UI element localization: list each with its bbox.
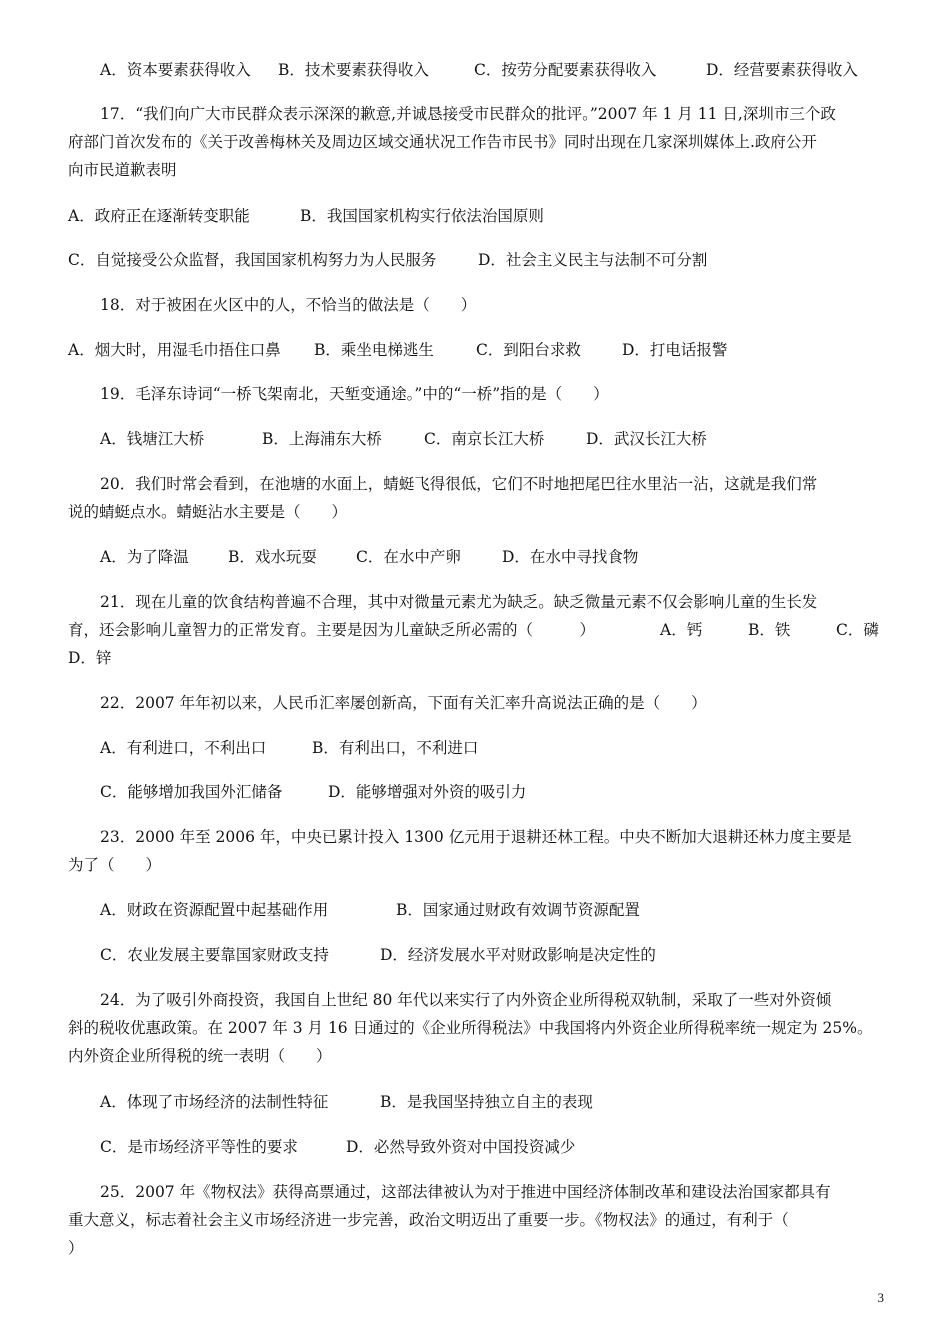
q22-options-row2 [100,782,920,802]
q18-option-c: C．到阳台求救 [476,341,581,359]
q18-stem: 18．对于被困在火区中的人，不恰当的做法是（ ） [100,296,477,314]
q23-option-b: B．国家通过财政有效调节资源配置 [396,901,640,919]
q21-option-c: C．磷 [836,621,879,639]
q18-option-a: A．烟大时，用湿毛巾捂住口鼻 [68,341,281,359]
q24-stem-line3: 内外资企业所得税的统一表明（ ） [68,1047,332,1065]
q19-option-d: D．武汉长江大桥 [586,430,707,448]
q21-option-a: A．钙 [660,621,703,639]
q24-stem-line2: 斜的税收优惠政策。在 2007 年 3 月 16 日通过的《企业所得税法》中我国将内外资企业所得税率统一规定为 25%。 [68,1019,873,1037]
q21-stem-line2-with-options [68,620,888,640]
q23-option-a: A．财政在资源配置中起基础作用 [100,901,329,919]
q22-option-c: C．能够增加我国外汇储备 [100,783,283,801]
q22-option-d: D．能够增强对外资的吸引力 [328,783,527,801]
q20-option-b: B．戏水玩耍 [228,548,317,566]
q20-option-a: A．为了降温 [100,548,189,566]
q16-option-d: D．经营要素获得收入 [706,61,858,79]
page-number: 3 [877,1290,884,1305]
q19-option-c: C．南京长江大桥 [424,430,545,448]
q21-option-b: B．铁 [748,621,791,639]
q24-option-b: B．是我国坚持独立自主的表现 [380,1093,593,1111]
q17-options-row2 [68,250,888,270]
q23-stem-line1: 23．2000 年至 2006 年，中央已累计投入 1300 亿元用于退耕还林工程。中央不断加大退耕还林力度主要是 [100,828,852,846]
q23-stem-line2: 为了（ ） [68,856,162,874]
q18-options [68,340,888,360]
q16-option-a: A．资本要素获得收入 [100,61,251,79]
q16-options [100,60,920,80]
q17-option-a: A．政府正在逐渐转变职能 [68,207,250,225]
q22-options-row1 [100,738,920,758]
q24-options-row2 [100,1137,920,1157]
q19-option-b: B．上海浦东大桥 [262,430,382,448]
q23-options-row1 [100,900,920,920]
q22-stem: 22．2007 年年初以来，人民币汇率屡创新高，下面有关汇率升高说法正确的是（ ） [100,694,707,712]
q18-option-b: B．乘坐电梯逃生 [314,341,434,359]
q23-options-row2 [100,945,920,965]
q25-stem-line2: 重大意义，标志着社会主义市场经济进一步完善，政治文明迈出了重要一步。《物权法》的通过，有利于（ [68,1211,789,1229]
q24-option-a: A．体现了市场经济的法制性特征 [100,1093,329,1111]
q25-stem-line1: 25．2007 年《物权法》获得高票通过，这部法律被认为对于推进中国经济体制改革和建设法治国家都具有 [100,1183,831,1201]
q21-option-d: D．锌 [68,649,112,667]
q24-options-row1 [100,1092,920,1112]
q17-option-b: B．我国国家机构实行依法治国原则 [300,207,544,225]
q20-option-c: C．在水中产卵 [356,548,461,566]
q17-stem-line1: 17．“我们向广大市民群众表示深深的歉意,并诚恳接受市民群众的批评。”2007 年 1 月 11 日,深圳市三个政 [100,105,836,123]
q20-stem-line1: 20．我们时常会看到，在池塘的水面上，蜻蜓飞得很低，它们不时地把尾巴往水里沾一沾，这就是我们常 [100,475,818,493]
q17-options-row1 [68,206,888,226]
q16-option-b: B．技术要素获得收入 [278,61,429,79]
q24-option-d: D．必然导致外资对中国投资减少 [346,1138,576,1156]
q22-option-b: B．有利出口，不利进口 [312,739,479,757]
q20-options [100,547,920,567]
q17-stem-line2: 府部门首次发布的《关于改善梅林关及周边区域交通状况工作告市民书》同时出现在几家深圳媒体上.政府公开 [68,133,817,151]
q17-option-c: C．自觉接受公众监督，我国国家机构努力为人民服务 [68,251,437,269]
q24-stem-line1: 24．为了吸引外商投资，我国自上世纪 80 年代以来实行了内外资企业所得税双轨制，采取了一些对外资倾 [100,991,832,1009]
q16-option-c: C．按劳分配要素获得收入 [474,61,657,79]
q19-options [100,429,920,449]
q17-stem-line3: 向市民道歉表明 [68,161,177,179]
q19-option-a: A．钱塘江大桥 [100,430,205,448]
q22-option-a: A．有利进口，不利出口 [100,739,267,757]
q17-option-d: D．社会主义民主与法制不可分割 [478,251,708,269]
q21-stem-line1: 21．现在儿童的饮食结构普遍不合理，其中对微量元素尤为缺乏。缺乏微量元素不仅会影响儿童的生长发 [100,593,818,611]
q20-option-d: D．在水中寻找食物 [502,548,639,566]
q24-option-c: C．是市场经济平等性的要求 [100,1138,298,1156]
q23-option-c: C．农业发展主要靠国家财政支持 [100,946,329,964]
q21-stem-line2: 育，还会影响儿童智力的正常发育。主要是因为儿童缺乏所必需的（ ） [68,621,596,639]
q25-stem-line3: ） [68,1239,84,1257]
q23-option-d: D．经济发展水平对财政影响是决定性的 [380,946,656,964]
q20-stem-line2: 说的蜻蜓点水。蜻蜓沾水主要是（ ） [68,503,348,521]
q19-stem: 19．毛泽东诗词“一桥飞架南北，天堑变通途。”中的“一桥”指的是（ ） [100,385,609,403]
q18-option-d: D．打电话报警 [622,341,728,359]
